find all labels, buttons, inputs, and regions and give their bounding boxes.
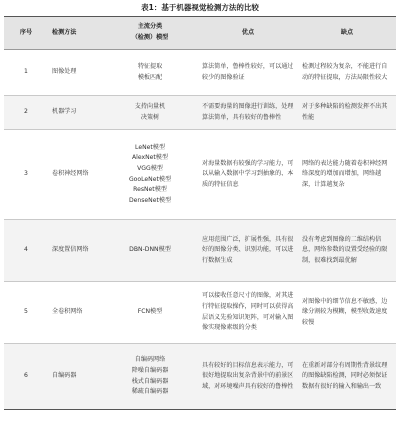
model-name: GooLeNet模型 — [128, 175, 172, 183]
model-name: DenseNet模型 — [128, 196, 172, 204]
row-cons: 网络的表达能力随着卷积神经网络深度的增加而增加，网络越深，计算越复杂 — [302, 159, 388, 188]
model-name: 降噪自编码器 — [131, 366, 169, 374]
table-row — [4, 130, 396, 220]
table-caption: 表1：基于机器视觉检测方法的比较 — [141, 3, 259, 12]
row-models — [102, 96, 198, 130]
header-model — [102, 17, 198, 50]
row-no: 3 — [24, 170, 28, 178]
model-name: DBN-DNN模型 — [129, 246, 171, 254]
row-models — [102, 344, 198, 410]
row-pros: 具有较好的目标信息表示能力，可很好地提取出复杂背景中的前景区域，对环境噪声具有较好的鲁棒性 — [202, 361, 294, 390]
model-name: ResNet模型 — [133, 186, 167, 194]
row-pros: 对海量数据有较强的学习能力，可以从输入数据中学习到抽象的、本质的特征信息 — [202, 159, 294, 188]
table-row — [4, 220, 396, 282]
model-name: 稀疏自编码器 — [131, 388, 169, 396]
model-name: FCN模型 — [137, 308, 163, 316]
model-name: VGG模型 — [137, 164, 163, 172]
table-row — [4, 344, 396, 410]
model-name: 栈式自编码器 — [131, 377, 169, 385]
row-no: 2 — [24, 108, 28, 116]
model-name: 特征提取 — [137, 62, 163, 70]
row-models — [102, 50, 198, 96]
table-row — [4, 282, 396, 344]
row-cons: 没有考虑到图像的二维结构信息，网络参数的设置受经验的限制，很难找到最优解 — [302, 235, 388, 264]
row-cons: 在重新对部分有周期性背景纹理的图像缺陷检测，同时必须保证数据有很好的输入和输出一致 — [302, 361, 388, 390]
row-models — [102, 220, 198, 282]
row-method: 卷积神经网络 — [52, 170, 89, 178]
row-method: 自编码器 — [52, 372, 77, 380]
row-cons: 检测过程较为复杂，不能进行自动的特征提取，方法局限性较大 — [302, 62, 388, 81]
table-row — [4, 96, 396, 130]
header-no: 序号 — [4, 17, 48, 50]
model-name: LeNet模型 — [135, 143, 165, 151]
table-row — [4, 50, 396, 96]
model-name: 决策树 — [140, 113, 160, 121]
model-name: AlexNet模型 — [132, 154, 168, 162]
header-method: 检测方法 — [48, 17, 102, 50]
row-no: 5 — [24, 308, 28, 316]
row-cons: 对于多种缺陷的检测发挥不出其性能 — [302, 102, 388, 121]
header-model-line2: （检测）模型 — [131, 34, 169, 41]
row-method: 图像处理 — [52, 68, 77, 76]
header-model-line1: 主流分类 — [137, 23, 163, 31]
model-name: 支持向量机 — [134, 102, 166, 110]
row-method: 机器学习 — [52, 108, 77, 116]
model-name: 模板匹配 — [137, 73, 163, 81]
row-cons: 对图像中的细节信息不敏感，边缘分割较为模糊，模型收敛速度较慢 — [302, 297, 388, 326]
header-pros: 优点 — [198, 17, 298, 50]
row-pros: 可以接收任意尺寸的图像，对其进行特征提取操作，同时可以获得高层语义先验知识矩阵，可对输入图像实现像素级的分类 — [202, 292, 294, 332]
row-no: 4 — [24, 246, 28, 254]
row-pros: 不需要海量的图像进行训练，处理算法简单，具有较好的鲁棒性 — [202, 102, 294, 121]
row-no: 1 — [24, 68, 28, 76]
row-models — [102, 282, 198, 344]
row-no: 6 — [24, 372, 28, 380]
table-header-row — [4, 17, 396, 50]
model-name: 自编码网络 — [134, 356, 166, 364]
row-method: 深度置信网络 — [52, 246, 89, 254]
row-models — [102, 130, 198, 220]
row-pros: 算法简单，鲁棒性较好，可以通过较少的图像验证 — [202, 62, 294, 81]
row-method: 全卷积网络 — [52, 308, 83, 316]
header-cons: 缺点 — [298, 17, 396, 50]
row-pros: 应用范围广泛，扩展性强，具有很好的图像分类、识别功能，可以进行数据生成 — [202, 235, 294, 264]
comparison-table — [4, 16, 396, 410]
